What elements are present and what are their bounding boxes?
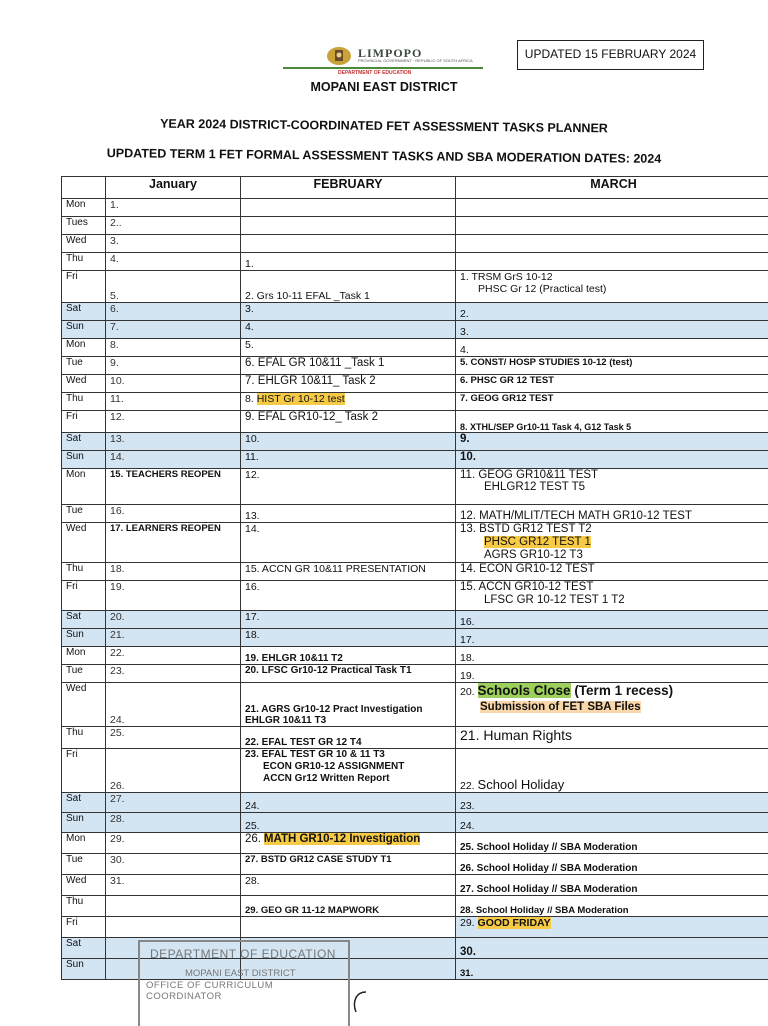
mar-line: AGRS GR10-12 T3 — [460, 549, 767, 562]
mar-line: 11. GEOG GR10&11 TEST — [460, 469, 598, 481]
jan-cell: 14. — [106, 451, 241, 469]
feb-cell: 13. — [241, 505, 456, 523]
table-row — [62, 217, 768, 235]
table-row — [62, 563, 768, 581]
jan-cell: 19. — [106, 581, 241, 611]
mar-line: LFSC GR 10-12 TEST 1 T2 — [460, 594, 767, 607]
mar-cell: 5. CONST/ HOSP STUDIES 10-12 (test) — [456, 357, 768, 375]
mar-cell: 23. — [456, 793, 768, 813]
table-row — [62, 896, 768, 917]
mar-cell: 12. MATH/MLIT/TECH MATH GR10-12 TEST — [456, 505, 768, 523]
jan-cell: 12. — [106, 411, 241, 433]
table-row — [62, 647, 768, 665]
day-cell: Sun — [62, 451, 106, 469]
jan-cell: 18. — [106, 563, 241, 581]
day-cell: Fri — [62, 271, 106, 303]
day-cell: Sat — [62, 303, 106, 321]
official-stamp — [138, 940, 350, 1026]
table-row — [62, 253, 768, 271]
feb-cell: 10. — [241, 433, 456, 451]
feb-line: ECON GR10-12 ASSIGNMENT — [245, 761, 451, 773]
mar-line: 13. BSTD GR12 TEST T2 — [460, 523, 592, 535]
sba-files-label: Submission of FET SBA Files — [480, 701, 641, 713]
day-cell: Fri — [62, 917, 106, 938]
coat-of-arms-icon — [325, 46, 353, 66]
jan-cell: 2.. — [106, 217, 241, 235]
mar-cell: 21. Human Rights — [456, 727, 768, 749]
feb-cell — [241, 235, 456, 253]
day-cell: Sat — [62, 611, 106, 629]
feb-cell: 28. — [241, 875, 456, 896]
jan-cell: 13. — [106, 433, 241, 451]
jan-cell: 27. — [106, 793, 241, 813]
feb-cell: 6. EFAL GR 10&11 _Task 1 — [241, 357, 456, 375]
day-cell: Sun — [62, 813, 106, 833]
feb-line: ACCN Gr12 Written Report — [245, 773, 451, 785]
feb-cell: 5. — [241, 339, 456, 357]
jan-cell: 24. — [106, 683, 241, 727]
feb-cell — [241, 749, 456, 793]
table-row — [62, 393, 768, 411]
day-cell: Tue — [62, 505, 106, 523]
mar-cell: 26. School Holiday // SBA Moderation — [456, 854, 768, 875]
jan-cell: 23. — [106, 665, 241, 683]
table-row — [62, 813, 768, 833]
mar-cell — [456, 469, 768, 505]
jan-cell: 9. — [106, 357, 241, 375]
day-cell: Tue — [62, 357, 106, 375]
mar-cell — [456, 271, 768, 303]
mar-cell: 27. School Holiday // SBA Moderation — [456, 875, 768, 896]
stamp-line: DEPARTMENT OF EDUCATION — [150, 947, 336, 961]
jan-cell: 8. — [106, 339, 241, 357]
mar-line: PHSC Gr 12 (Practical test) — [460, 283, 767, 295]
day-cell: Mon — [62, 647, 106, 665]
day-cell: Sun — [62, 321, 106, 339]
mar-cell — [456, 917, 768, 938]
feb-cell — [241, 683, 456, 727]
highlighted-task: PHSC GR12 TEST 1 — [484, 536, 591, 548]
jan-cell: 17. LEARNERS REOPEN — [106, 523, 241, 563]
feb-cell: 24. — [241, 793, 456, 813]
mar-cell: 8. XTHL/SEP Gr10-11 Task 4, G12 Task 5 — [456, 411, 768, 433]
feb-cell: 19. EHLGR 10&11 T2 — [241, 647, 456, 665]
mar-cell: 28. School Holiday // SBA Moderation — [456, 896, 768, 917]
feb-cell: 17. — [241, 611, 456, 629]
table-row — [62, 683, 768, 727]
feb-line: 23. EFAL TEST GR 10 & 11 T3 — [245, 749, 451, 761]
mar-cell: 24. — [456, 813, 768, 833]
day-cell: Wed — [62, 683, 106, 727]
day-cell: Mon — [62, 199, 106, 217]
feb-cell — [241, 217, 456, 235]
mar-line: EHLGR12 TEST T5 — [460, 481, 767, 493]
table-row — [62, 321, 768, 339]
day-cell: Mon — [62, 833, 106, 854]
table-row — [62, 917, 768, 938]
feb-cell — [241, 917, 456, 938]
mar-cell — [456, 235, 768, 253]
day-cell: Sat — [62, 938, 106, 959]
table-row — [62, 235, 768, 253]
day-cell: Fri — [62, 749, 106, 793]
day-cell: Wed — [62, 523, 106, 563]
jan-cell: 20. — [106, 611, 241, 629]
planner-table — [61, 176, 768, 980]
mar-cell: 18. — [456, 647, 768, 665]
jan-cell: 3. — [106, 235, 241, 253]
day-cell: Fri — [62, 581, 106, 611]
day-cell: Sun — [62, 629, 106, 647]
table-row — [62, 357, 768, 375]
table-row — [62, 854, 768, 875]
day-cell: Mon — [62, 469, 106, 505]
mar-line: 15. ACCN GR10-12 TEST — [460, 581, 593, 593]
feb-cell: 9. EFAL GR10-12_ Task 2 — [241, 411, 456, 433]
mar-cell: 9. — [456, 433, 768, 451]
jan-cell: 25. — [106, 727, 241, 749]
jan-cell: 29. — [106, 833, 241, 854]
jan-cell: 26. — [106, 749, 241, 793]
planner-table-wrapper — [61, 176, 768, 980]
day-cell: Thu — [62, 563, 106, 581]
jan-cell: 11. — [106, 393, 241, 411]
feb-cell: 16. — [241, 581, 456, 611]
table-header-row — [62, 177, 768, 199]
day-cell: Fri — [62, 411, 106, 433]
day-cell: Wed — [62, 375, 106, 393]
day-cell: Sat — [62, 793, 106, 813]
stamp-line: MOPANI EAST DISTRICT — [185, 968, 296, 979]
mar-cell: 4. — [456, 339, 768, 357]
day-cell: Wed — [62, 875, 106, 896]
mar-cell: 10. — [456, 451, 768, 469]
jan-cell: 28. — [106, 813, 241, 833]
feb-cell: 18. — [241, 629, 456, 647]
jan-cell: 15. TEACHERS REOPEN — [106, 469, 241, 505]
highlighted-task: HIST Gr 10-12 test — [257, 393, 345, 405]
jan-cell: 10. — [106, 375, 241, 393]
mar-num: 22. — [460, 780, 475, 792]
mar-cell — [456, 749, 768, 793]
mar-cell — [456, 581, 768, 611]
table-row — [62, 271, 768, 303]
mar-cell — [456, 253, 768, 271]
day-cell: Sun — [62, 959, 106, 980]
feb-cell: 3. — [241, 303, 456, 321]
feb-cell: 14. — [241, 523, 456, 563]
feb-cell: 25. — [241, 813, 456, 833]
schools-close-label: Schools Close — [478, 683, 571, 698]
mar-cell — [456, 523, 768, 563]
day-cell: Mon — [62, 339, 106, 357]
table-row — [62, 875, 768, 896]
table-row — [62, 629, 768, 647]
table-row — [62, 199, 768, 217]
feb-cell: 29. GEO GR 11-12 MAPWORK — [241, 896, 456, 917]
mar-cell: 25. School Holiday // SBA Moderation — [456, 833, 768, 854]
day-cell: Thu — [62, 896, 106, 917]
mar-cell: 3. — [456, 321, 768, 339]
updated-date-box: UPDATED 15 FEBRUARY 2024 — [517, 40, 704, 70]
header-january: January — [106, 177, 241, 199]
day-cell: Thu — [62, 253, 106, 271]
feb-cell — [241, 393, 456, 411]
jan-cell: 31. — [106, 875, 241, 896]
feb-line: 21. AGRS Gr10-12 Pract Investigation — [245, 704, 451, 715]
document-title: YEAR 2024 DISTRICT-COORDINATED FET ASSESSMENT TASKS PLANNER — [0, 115, 768, 137]
mar-cell: 16. — [456, 611, 768, 629]
day-cell: Thu — [62, 727, 106, 749]
mar-cell: 30. — [456, 938, 768, 959]
jan-cell: 16. — [106, 505, 241, 523]
logo-bar — [283, 67, 483, 69]
table-row — [62, 339, 768, 357]
table-row — [62, 469, 768, 505]
feb-cell: 20. LFSC Gr10-12 Practical Task T1 — [241, 665, 456, 683]
recess-label: (Term 1 recess) — [571, 683, 674, 698]
mar-text: School Holiday — [478, 777, 565, 792]
feb-num: 8. — [245, 393, 254, 405]
jan-cell — [106, 896, 241, 917]
table-row — [62, 611, 768, 629]
header-march: MARCH — [456, 177, 768, 199]
mar-cell: 14. ECON GR10-12 TEST — [456, 563, 768, 581]
table-row — [62, 727, 768, 749]
jan-cell: 5. — [106, 271, 241, 303]
day-cell: Tue — [62, 854, 106, 875]
limpopo-logo — [283, 46, 483, 76]
feb-cell: 4. — [241, 321, 456, 339]
jan-cell — [106, 917, 241, 938]
day-cell: Sat — [62, 433, 106, 451]
feb-cell: 27. BSTD GR12 CASE STUDY T1 — [241, 854, 456, 875]
table-row — [62, 505, 768, 523]
table-row — [62, 833, 768, 854]
feb-num: 26. — [245, 833, 261, 845]
header-february: FEBRUARY — [241, 177, 456, 199]
mar-cell: 2. — [456, 303, 768, 321]
table-row — [62, 411, 768, 433]
mar-cell — [456, 217, 768, 235]
day-cell: Thu — [62, 393, 106, 411]
stamp-line: OFFICE OF CURRICULUM COORDINATOR — [146, 980, 348, 1002]
feb-cell: 15. ACCN GR 10&11 PRESENTATION — [241, 563, 456, 581]
jan-cell: 22. — [106, 647, 241, 665]
document-subtitle: UPDATED TERM 1 FET FORMAL ASSESSMENT TASKS AND SBA MODERATION DATES: 2024 — [0, 145, 768, 167]
mar-line — [460, 701, 767, 713]
feb-cell: 2. Grs 10-11 EFAL _Task 1 — [241, 271, 456, 303]
day-cell: Wed — [62, 235, 106, 253]
table-row — [62, 665, 768, 683]
signature-mark-icon — [348, 988, 388, 1018]
mar-cell: 31. — [456, 959, 768, 980]
feb-cell: 11. — [241, 451, 456, 469]
feb-cell: 22. EFAL TEST GR 12 T4 — [241, 727, 456, 749]
table-row — [62, 303, 768, 321]
jan-cell: 30. — [106, 854, 241, 875]
logo-department: DEPARTMENT OF EDUCATION — [338, 70, 411, 76]
mar-cell: 17. — [456, 629, 768, 647]
table-row — [62, 451, 768, 469]
district-heading: MOPANI EAST DISTRICT — [0, 80, 768, 94]
mar-line: 1. TRSM GrS 10-12 — [460, 271, 553, 283]
mar-cell: 7. GEOG GR12 TEST — [456, 393, 768, 411]
mar-num: 29. — [460, 917, 475, 929]
mar-cell — [456, 683, 768, 727]
mar-num: 20. — [460, 686, 475, 698]
logo-subtitle: PROVINCIAL GOVERNMENT · REPUBLIC OF SOUTH AFRICA — [358, 58, 473, 63]
table-row — [62, 523, 768, 563]
logo-name: LIMPOPO — [358, 46, 422, 61]
mar-line — [460, 536, 767, 549]
table-row — [62, 375, 768, 393]
feb-line: EHLGR 10&11 T3 — [245, 715, 326, 726]
mar-cell: 6. PHSC GR 12 TEST — [456, 375, 768, 393]
mar-cell: 19. — [456, 665, 768, 683]
highlighted-task: MATH GR10-12 Investigation — [264, 833, 420, 845]
table-row — [62, 749, 768, 793]
good-friday-label: GOOD FRIDAY — [478, 917, 551, 929]
table-row — [62, 581, 768, 611]
header-day — [62, 177, 106, 199]
feb-cell — [241, 833, 456, 854]
jan-cell: 21. — [106, 629, 241, 647]
jan-cell: 6. — [106, 303, 241, 321]
jan-cell: 7. — [106, 321, 241, 339]
table-row — [62, 433, 768, 451]
feb-cell: 7. EHLGR 10&11_ Task 2 — [241, 375, 456, 393]
jan-cell: 4. — [106, 253, 241, 271]
mar-cell — [456, 199, 768, 217]
day-cell: Tues — [62, 217, 106, 235]
feb-cell: 12. — [241, 469, 456, 505]
table-row — [62, 793, 768, 813]
feb-cell — [241, 199, 456, 217]
day-cell: Tue — [62, 665, 106, 683]
feb-cell: 1. — [241, 253, 456, 271]
jan-cell: 1. — [106, 199, 241, 217]
